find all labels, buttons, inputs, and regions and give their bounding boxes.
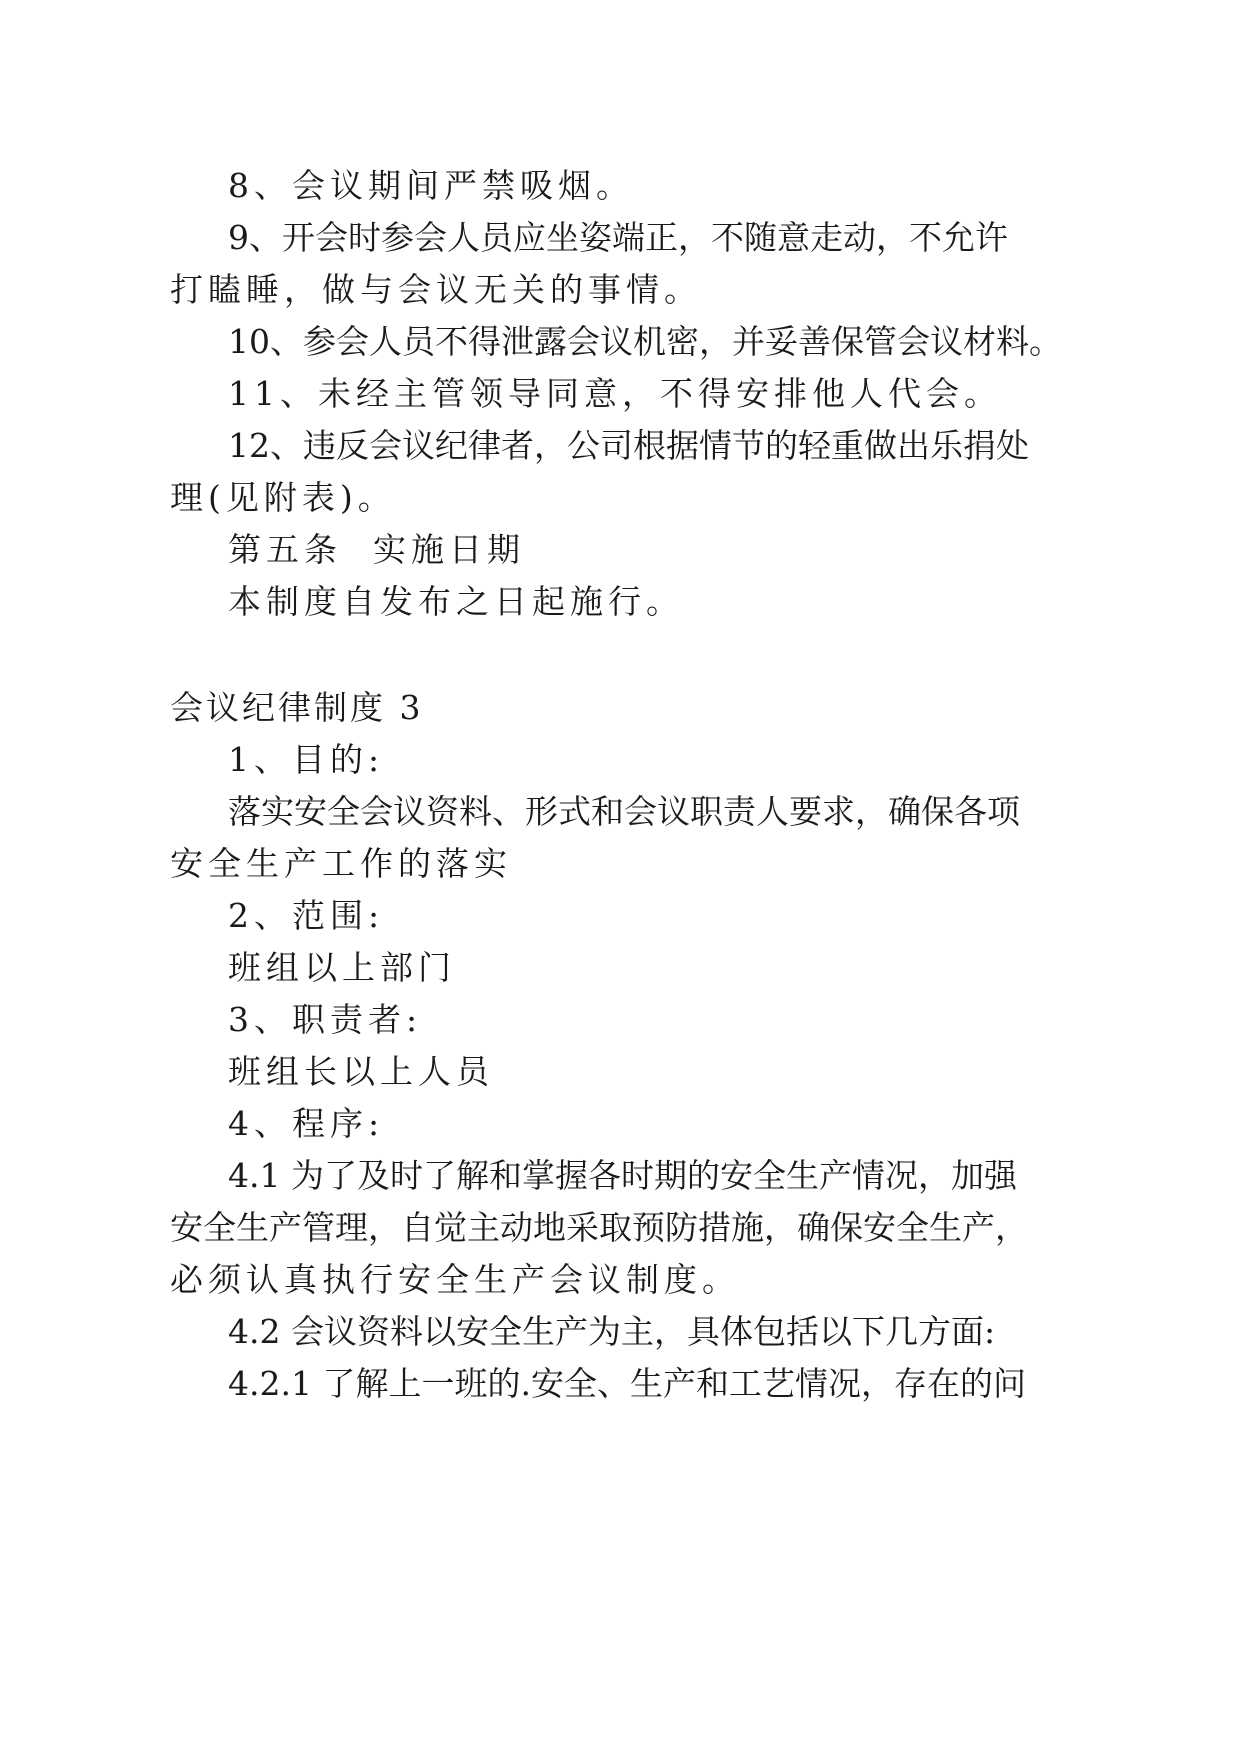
paragraph-line: 本制度自发布之日起施行。: [228, 582, 684, 621]
paragraph-line: 10、参会人员不得泄露会议机密，并妥善保管会议材料。: [228, 322, 1062, 361]
paragraph-line: 安全生产工作的落实: [170, 844, 512, 883]
paragraph-line: 班组以上部门: [228, 948, 456, 987]
paragraph-line: 3、职责者:: [228, 1000, 423, 1039]
section-title: 会议纪律制度 3: [170, 688, 424, 727]
paragraph-line: 8、会议期间严禁吸烟。: [228, 166, 634, 205]
paragraph-line: 2、范围:: [228, 896, 385, 935]
article-heading: 第五条 实施日期: [228, 530, 525, 569]
paragraph-line: 4.2.1 了解上一班的.安全、生产和工艺情况，存在的问: [228, 1364, 1026, 1403]
paragraph-line: 必须认真执行安全生产会议制度。: [170, 1260, 740, 1299]
paragraph-line: 12、违反会议纪律者，公司根据情节的轻重做出乐捐处: [228, 426, 1029, 465]
paragraph-line: 理(见附表)。: [170, 478, 396, 517]
paragraph-line: 落实安全会议资料、形式和会议职责人要求，确保各项: [228, 792, 1020, 831]
paragraph-line: 4.2 会议资料以安全生产为主，具体包括以下几方面:: [228, 1312, 996, 1351]
paragraph-line: 9、开会时参会人员应坐姿端正，不随意走动，不允许: [228, 218, 1008, 257]
paragraph-line: 4、程序:: [228, 1104, 385, 1143]
paragraph-line: 4.1 为了及时了解和掌握各时期的安全生产情况，加强: [228, 1156, 1017, 1195]
paragraph-line: 1、目的:: [228, 740, 385, 779]
paragraph-line: 11、未经主管领导同意，不得安排他人代会。: [228, 374, 1002, 413]
paragraph-line: 安全生产管理，自觉主动地采取预防措施，确保安全生产，: [170, 1208, 1028, 1247]
paragraph-line: 班组长以上人员: [228, 1052, 494, 1091]
paragraph-line: 打瞌睡，做与会议无关的事情。: [170, 270, 702, 309]
